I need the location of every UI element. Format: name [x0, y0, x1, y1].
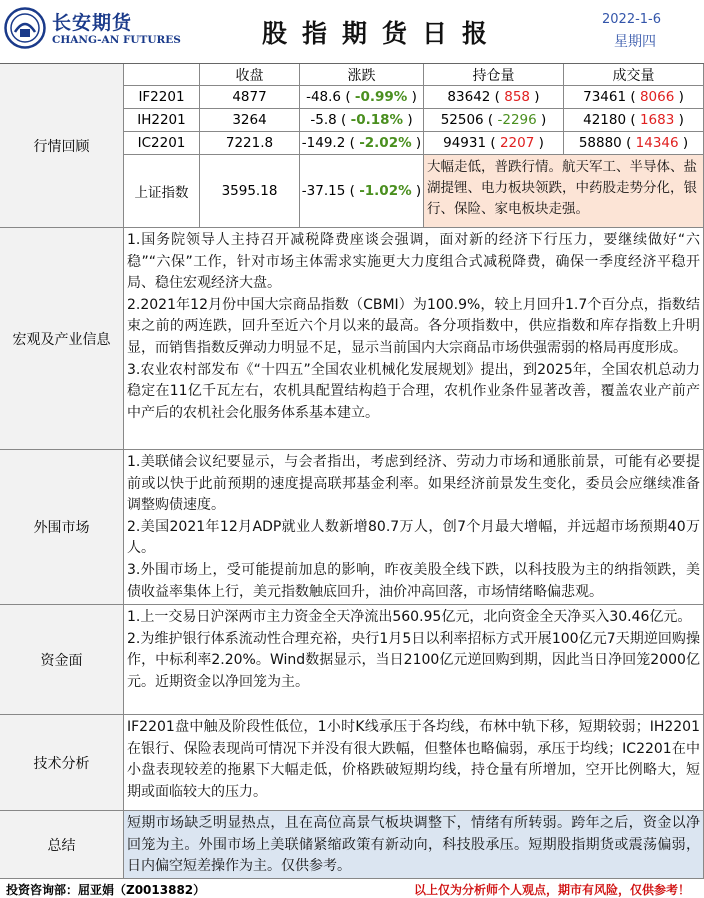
row-change: -48.6 ( -0.99% )	[300, 86, 424, 109]
row-open-interest: 94931 ( 2207 )	[424, 132, 564, 155]
logo-english-name: CHANG-AN FUTURES	[52, 34, 181, 46]
paragraph: 短期市场缺乏明显热点，且在高位高景气板块调整下，情绪有所转弱。跨年之后，资金以净回笼为主。外围市场上美联储紧缩政策有新动向，科技股承压。短期股指期货或震荡偏弱，日内偏空短差操作为主。仅供参考。	[127, 815, 700, 875]
section-label-market: 行情回顾	[0, 64, 124, 228]
row-name: IH2201	[124, 109, 200, 132]
section-label-summary: 总结	[0, 811, 124, 879]
paragraph: 3.农业农村部发布《“十四五”全国农业机械化发展规划》提出，到2025年，全国农机总动力稳定在11亿千瓦左右，农机具配置结构趋于合理，农机作业条件显著改善，覆盖农业产前产中产后的农机社会化服务体系基本建立。	[127, 361, 700, 421]
index-close: 3595.18	[200, 155, 300, 228]
paragraph: 2.2021年12月份中国大宗商品指数（CBMI）为100.9%，较上月回升1.7个百分点，指数结束之前的两连跌，回升至近六个月以来的最高。各分项指数中，供应指数和库存指数上升明显，而销售指数反弹动力明显不足，显示当前国内大宗商品市场供强需弱的格局再度形成。	[127, 296, 700, 356]
row-name: IF2201	[124, 86, 200, 109]
section-label-technical: 技术分析	[0, 715, 124, 811]
row-volume: 73461 ( 8066 )	[564, 86, 704, 109]
row-close: 3264	[200, 109, 300, 132]
paragraph: 2.为维护银行体系流动性合理充裕，央行1月5日以利率招标方式开展100亿元7天期逆回购操作，中标利率2.20%。Wind数据显示，当日2100亿元逆回购到期，因此当日净回笼2000亿元。近期资金以净回笼为主。	[127, 630, 700, 690]
report-footer	[0, 879, 704, 897]
technical-content	[124, 715, 704, 811]
index-change: -37.15 ( -1.02% )	[300, 155, 424, 228]
row-open-interest: 83642 ( 858 )	[424, 86, 564, 109]
footer-disclaimer: 以上仅为分析师个人观点，期市有风险，仅供参考！	[413, 883, 690, 897]
overseas-content	[124, 450, 704, 605]
market-comment: 大幅走低，普跌行情。航天军工、半导体、盐湖提锂、电力板块领跌，中药股走势分化，银行、保险、家电板块走强。	[424, 155, 704, 228]
row-close: 4877	[200, 86, 300, 109]
table-header-blank	[124, 64, 200, 86]
paragraph: 2.美国2021年12月ADP就业人数新增80.7万人，创7个月最大增幅，并远超市场预期40万人。	[127, 518, 700, 557]
report-header	[0, 0, 704, 64]
section-label-macro: 宏观及产业信息	[0, 228, 124, 450]
index-name: 上证指数	[124, 155, 200, 228]
paragraph: 1.国务院领导人主持召开减税降费座谈会强调，面对新的经济下行压力，要继续做好“六稳”“六保”工作，针对市场主体需求实施更大力度组合式减税降费，确保一季度经济平稳开局、稳住宏观经济大盘。	[127, 232, 700, 292]
funds-content	[124, 605, 704, 715]
row-change: -149.2 ( -2.02% )	[300, 132, 424, 155]
row-close: 7221.8	[200, 132, 300, 155]
table-header-open-interest: 持仓量	[424, 64, 564, 86]
row-change: -5.8 ( -0.18% )	[300, 109, 424, 132]
paragraph: 3.外围市场上，受可能提前加息的影响，昨夜美股全线下跌，以科技股为主的纳指领跌，美债收益率集体上行，美元指数触底回升，油价冲高回落，市场情绪略偏悲观。	[127, 561, 700, 600]
paragraph: IF2201盘中触及阶段性低位，1小时K线承压于各均线，布林中轨下移，短期较弱；IH2201在银行、保险表现尚可情况下并没有很大跌幅，但整体也略偏弱，承压于均线；IC2201在中小盘表现较差的拖累下大幅走低，价格跌破短期均线，持仓量有所增加，空开比例略大，短期或面临较大的压力。	[127, 719, 700, 800]
row-volume: 42180 ( 1683 )	[564, 109, 704, 132]
macro-content	[124, 228, 704, 450]
table-header-volume: 成交量	[564, 64, 704, 86]
summary-content	[124, 811, 704, 879]
logo-chinese-name: 长安期货	[52, 12, 133, 34]
section-label-overseas: 外围市场	[0, 450, 124, 605]
chang-an-logo-icon	[4, 7, 46, 49]
footer-author: 投资咨询部：屈亚娟（Z0013882）	[6, 883, 206, 897]
table-header-change: 涨跌	[300, 64, 424, 86]
report-date: 2022-1-6	[602, 12, 662, 27]
section-label-funds: 资金面	[0, 605, 124, 715]
report-weekday: 星期四	[614, 34, 656, 50]
table-header-close: 收盘	[200, 64, 300, 86]
row-volume: 58880 ( 14346 )	[564, 132, 704, 155]
report-title: 股指期货日报	[262, 19, 503, 48]
paragraph: 1.上一交易日沪深两市主力资金全天净流出560.95亿元，北向资金全天净买入30.46亿元。	[127, 609, 692, 625]
row-name: IC2201	[124, 132, 200, 155]
row-open-interest: 52506 ( -2296 )	[424, 109, 564, 132]
paragraph: 1.美联储会议纪要显示，与会者指出，考虑到经济、劳动力市场和通胀前景，可能有必要提前或以快于此前预期的速度提高联邦基金利率。如果经济前景发生变化，委员会应继续准备调整购债速度。	[127, 454, 700, 514]
